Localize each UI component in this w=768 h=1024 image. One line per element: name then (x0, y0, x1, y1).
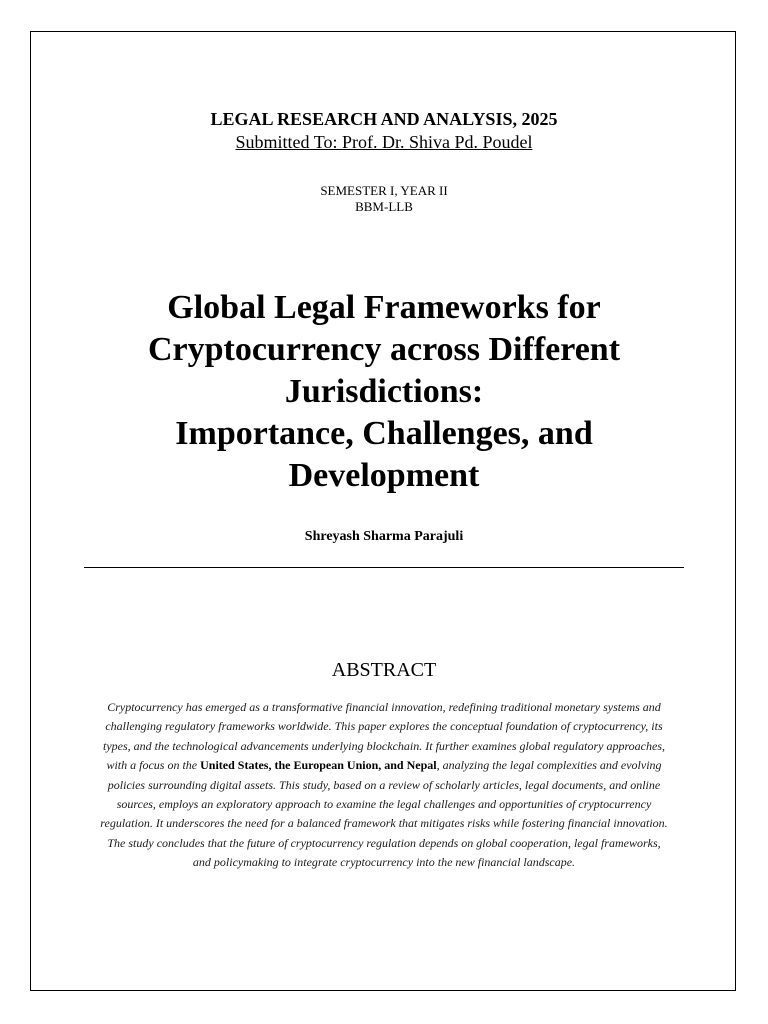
abstract-line: and policymaking to integrate cryptocurrency into the new financial landscape. (192, 855, 576, 870)
title-line-1: Global Legal Frameworks for (167, 289, 601, 326)
divider (84, 567, 684, 568)
abstract-heading: ABSTRACT (331, 659, 437, 681)
paper-title (84, 287, 684, 497)
program-label: BBM-LLB (355, 199, 413, 214)
abstract-line: sources, employs an exploratory approach to examine the legal challenges and opportunities of cryptocurrency (116, 797, 652, 812)
abstract-line: Cryptocurrency has emerged as a transformative financial innovation, redefining traditional monetary systems and (107, 700, 661, 714)
abstract-line-focus (84, 756, 684, 775)
abstract-line: policies surrounding digital assets. This study, based on a review of scholarly articles, legal documents, and online (107, 777, 661, 792)
submitted-to (0, 131, 768, 153)
abstract-focus-suffix: , analyzing the legal complexities and evolving (436, 758, 662, 773)
abstract-line: regulation. It underscores the need for a balanced framework that mitigates risks while fostering financial innovation. (100, 816, 668, 831)
abstract-line: types, and the technological advancements underlying blockchain. It further examines global regulatory approaches, (103, 738, 665, 753)
title-line-5: Development (288, 457, 480, 494)
abstract-focus-prefix: with a focus on the (106, 758, 201, 773)
abstract-focus-jurisdictions: United States, the European Union, and Nepal (200, 758, 437, 773)
abstract-line: The study concludes that the future of cryptocurrency regulation depends on global cooperation, legal frameworks, (107, 835, 661, 850)
semester-label: SEMESTER I, YEAR II (320, 183, 448, 198)
course-title: LEGAL RESEARCH AND ANALYSIS, 2025 (210, 109, 558, 129)
author-name: Shreyash Sharma Parajuli (304, 529, 464, 544)
abstract-line: challenging regulatory frameworks worldwide. This paper explores the conceptual foundation of cryptocurrency, its (105, 719, 663, 734)
submitted-to-text: Submitted To: Prof. Dr. Shiva Pd. Poudel (235, 132, 533, 152)
title-line-4: Importance, Challenges, and (175, 415, 593, 452)
abstract-body (84, 698, 684, 873)
title-line-3: Jurisdictions: (284, 373, 484, 410)
title-line-2: Cryptocurrency across Different (147, 331, 621, 368)
